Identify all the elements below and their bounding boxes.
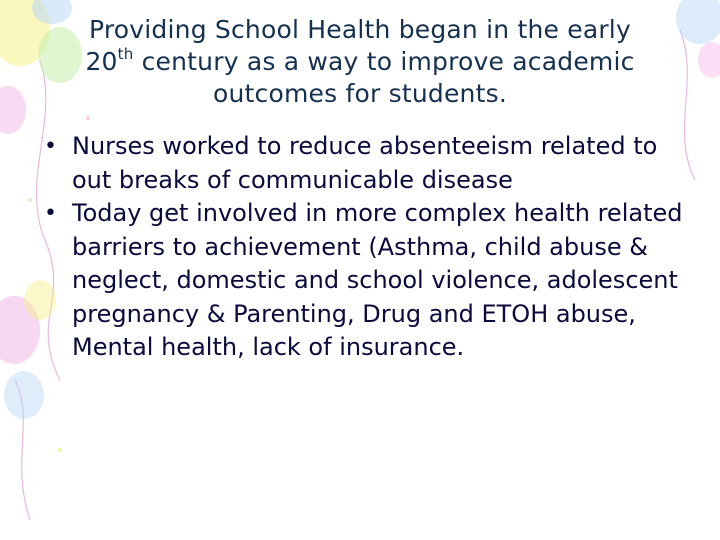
bullet-marker: • [44,134,57,159]
sparkle [28,198,32,202]
bullet-item [44,130,694,197]
sparkle [58,448,62,452]
balloon-blue [4,371,44,419]
bullet-text: Nurses worked to reduce absenteeism related to out breaks of communicable disease [72,132,658,194]
title-line-2-end: century as a way to improve academic [133,47,635,76]
bullet-item [44,197,694,365]
balloon-pink [698,42,720,78]
slide-title [40,14,680,110]
title-line-2-superscript: th [117,44,134,63]
title-line-2 [40,46,680,78]
title-line-3: outcomes for students. [213,79,507,108]
title-line-1: Providing School Health began in the early [89,15,631,44]
bullet-text: Today get involved in more complex health related barriers to achievement (Asthma, child abuse & neglect, domestic and school violence, adolescent pregnancy & Parenting, Drug and ETOH abuse, Mental health, lack of insurance. [72,199,683,361]
balloon-pink [0,86,26,134]
title-line-2-start: 20 [85,47,118,76]
bullet-list [44,130,694,365]
sparkle [86,116,90,120]
bullet-marker: • [44,201,57,226]
